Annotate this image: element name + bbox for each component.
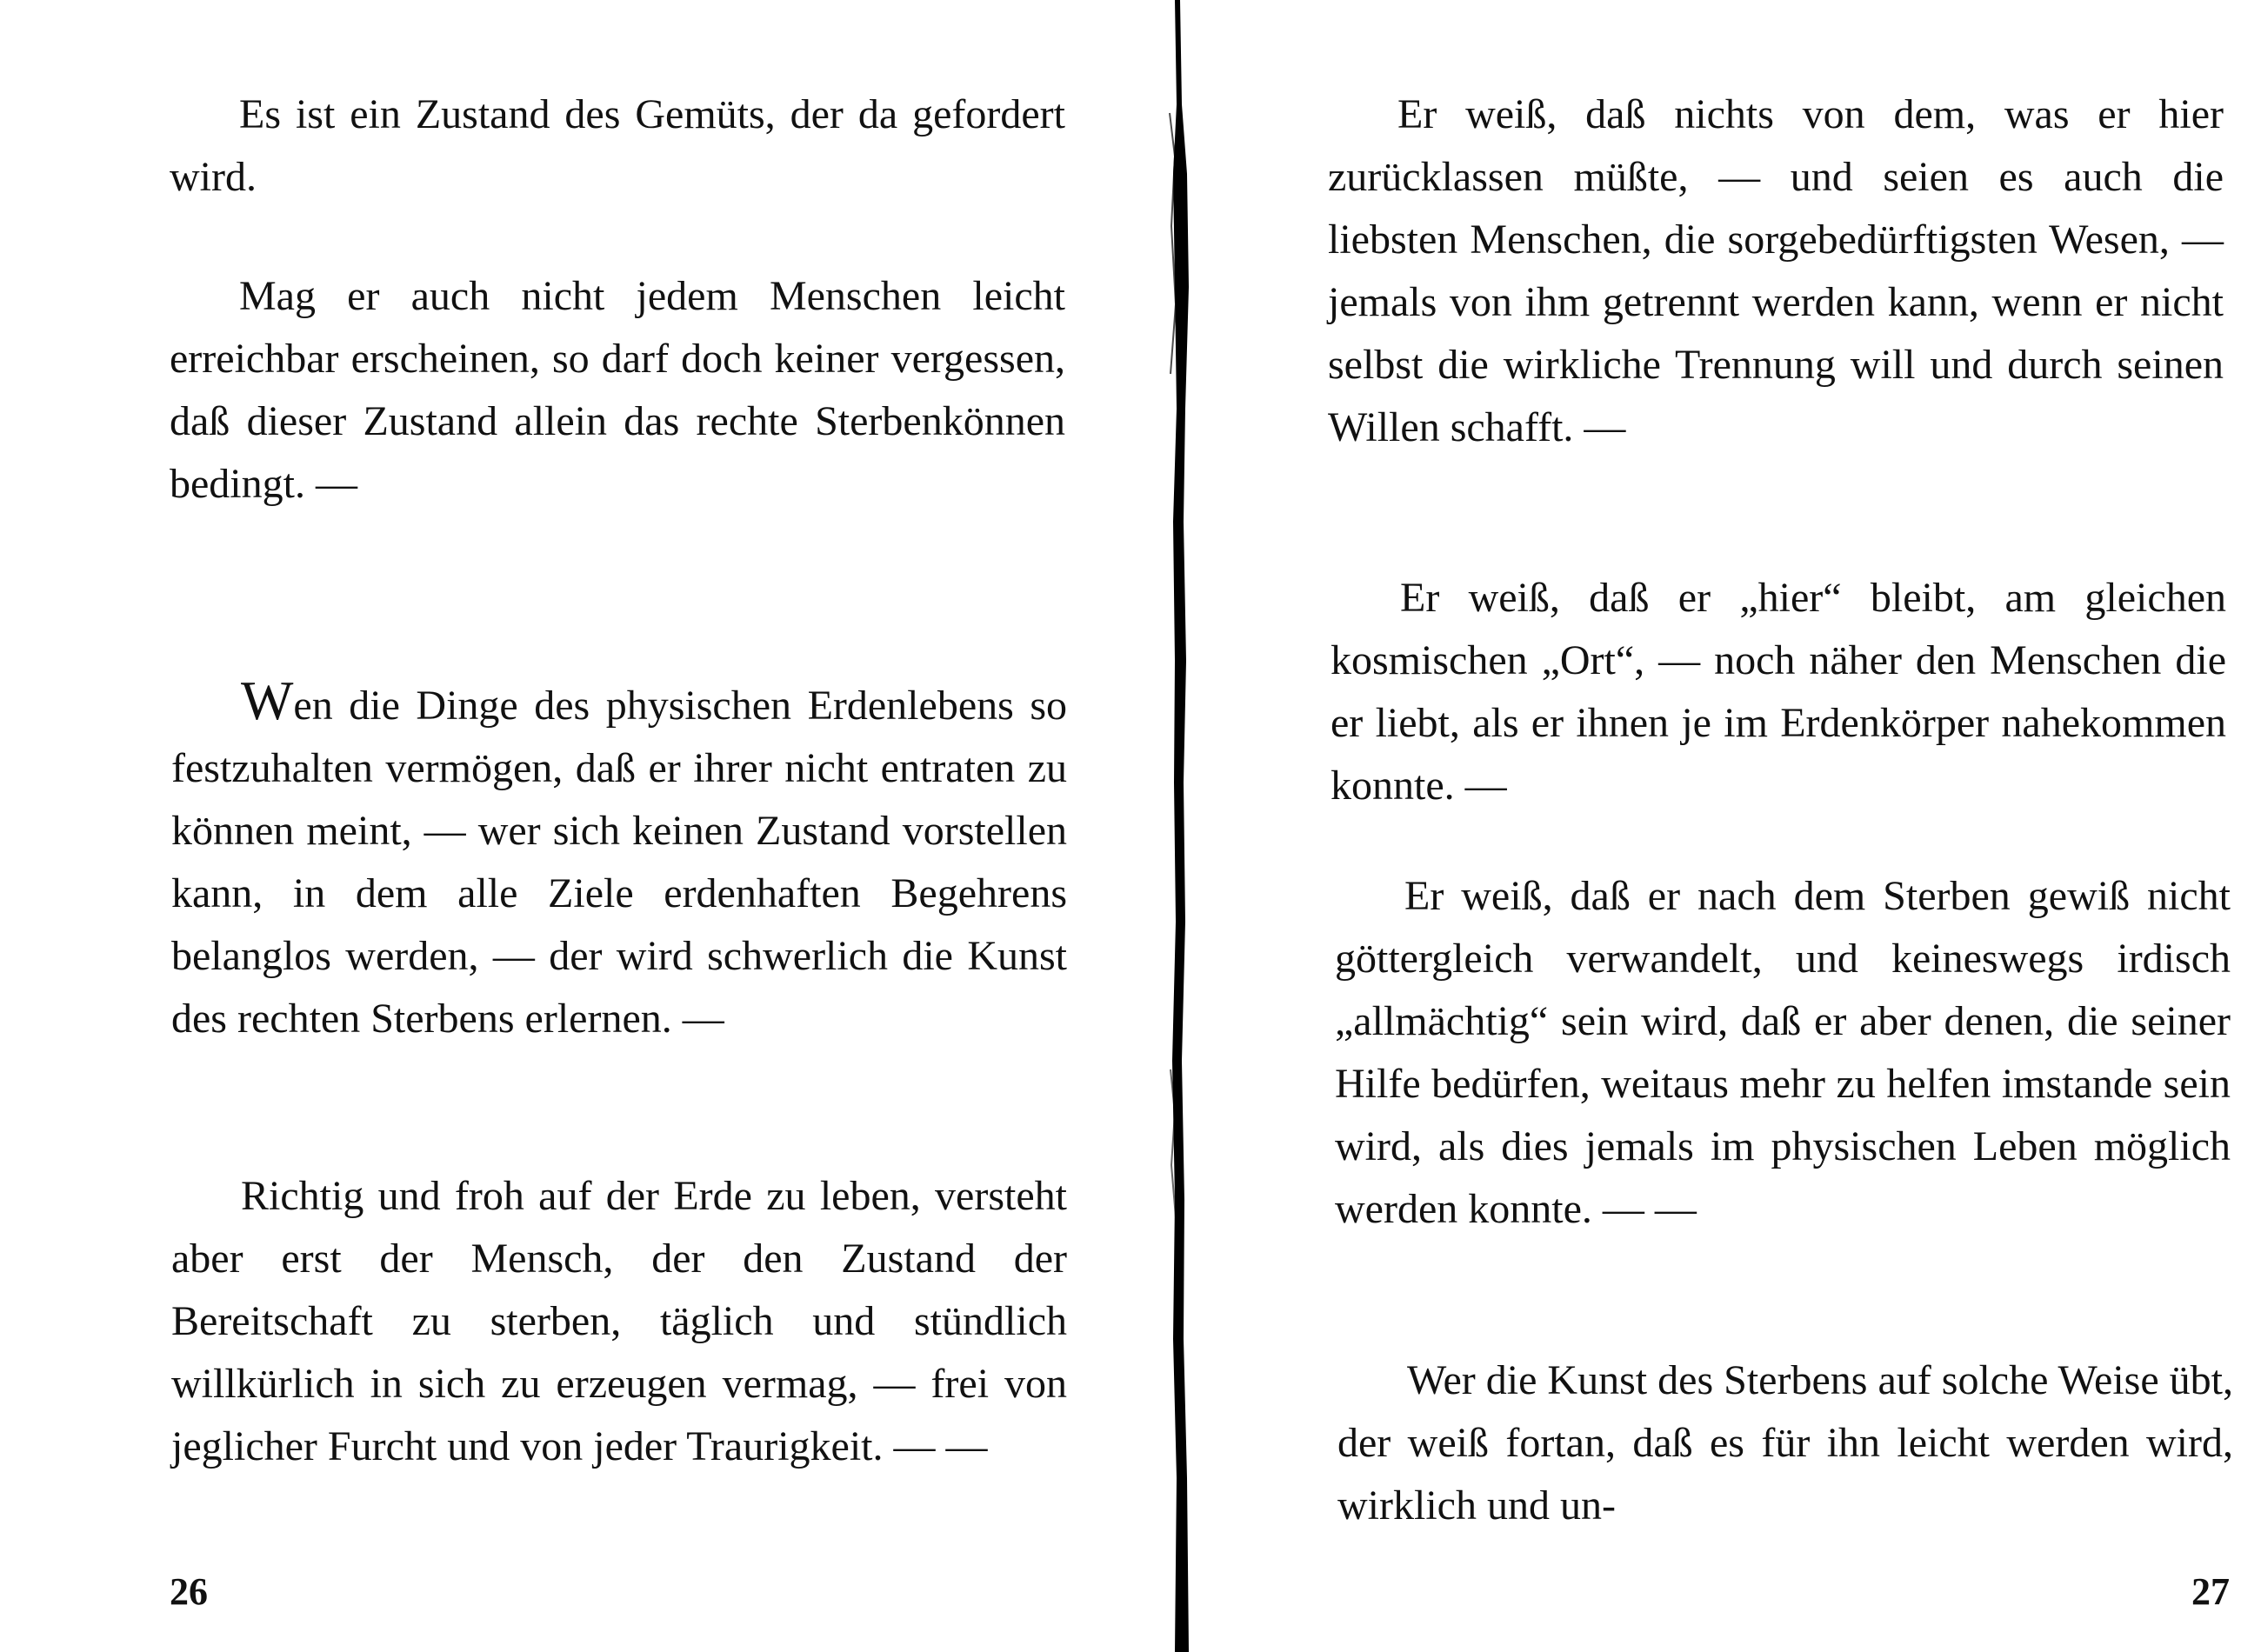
paragraph-text: Es ist ein Zustand des Gemüts, der da gefordert wird. [170, 91, 1065, 200]
page-number-right: 27 [2191, 1570, 2230, 1613]
paragraph-text: Mag er auch nicht jedem Menschen leicht erreichbar erscheinen, so darf doch keiner vergessen, daß dieser Zustand allein das rechte Sterbenkönnen bedingt. — [170, 273, 1065, 507]
gutter-shadow-graphic [1168, 0, 1192, 1652]
paragraph-body: en die Dinge des physischen Erdenlebens so festzuhalten vermögen, daß er ihrer nicht entraten zu können meint, — wer sich keinen Zustand vorstellen kann, in dem alle Ziele erdenhaften Begehrens belanglos werden, — der wird schwerlich die Kunst des rechten Sterbens erlernen. — [171, 683, 1067, 1042]
paragraph-text: Er weiß, daß er „hier“ bleibt, am gleichen kosmischen „Ort“, — noch näher den Menschen die er liebt, als er ihnen je im Erdenkörper nahekommen konnte. — [1331, 575, 2226, 809]
page-number-left: 26 [170, 1570, 208, 1613]
paragraph-text: Er weiß, daß nichts von dem, was er hier zurücklassen müßte, — und seien es auch die liebsten Menschen, die sorgebedürftigsten Wesen, — jemals von ihm getrennt werden kann, wenn er nicht selbst die wirkliche Trennung will und durch seinen Willen schafft. — [1328, 91, 2224, 450]
right-page [1191, 0, 2261, 1652]
paragraph-1 [170, 83, 1065, 209]
drop-cap: W [241, 669, 294, 731]
paragraph-3 [1335, 865, 2231, 1241]
book-gutter [1168, 0, 1192, 1652]
paragraph-2 [1331, 567, 2226, 817]
paragraph-text: Er weiß, daß er nach dem Sterben gewiß nicht göttergleich verwandelt, und keineswegs irdisch „allmächtig“ sein wird, daß er aber denen, die seiner Hilfe bedürfen, weitaus mehr zu helfen imstande sein wird, als dies jemals im physischen Leben möglich werden konnte. — — [1335, 873, 2231, 1232]
paragraph-3 [171, 669, 1067, 1050]
paragraph-1 [1328, 83, 2224, 459]
paragraph-text: Wer die Kunst des Sterbens auf solche Weise übt, der weiß fortan, daß es für ihn leicht werden wird, wirklich und un- [1337, 1357, 2233, 1529]
paragraph-text: Richtig und froh auf der Erde zu leben, versteht aber erst der Mensch, der den Zustand der Bereitschaft zu sterben, täglich und stündlich willkürlich in sich zu erzeugen vermag, — frei von jeglicher Furcht und von jeder Traurigkeit. — — [171, 1173, 1067, 1469]
paragraph-text [171, 669, 1067, 1050]
paragraph-4 [1337, 1349, 2233, 1537]
paragraph-4 [171, 1165, 1067, 1478]
paragraph-2 [170, 265, 1065, 516]
